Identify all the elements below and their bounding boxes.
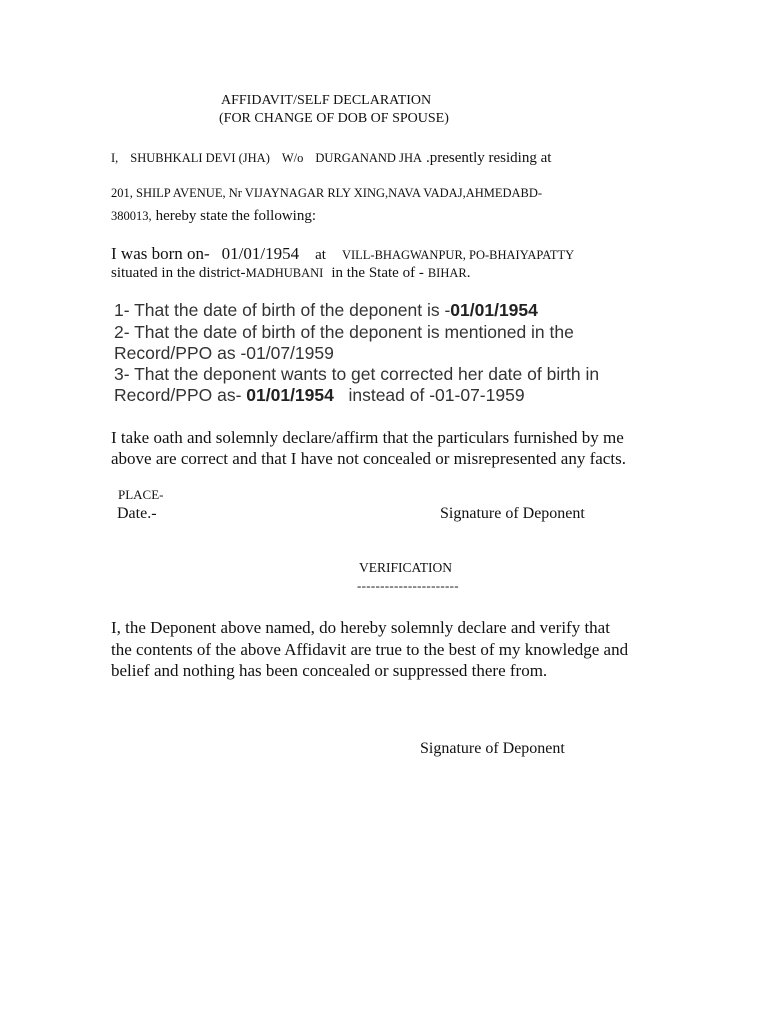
statement-text: hereby state the following: <box>155 208 316 224</box>
intro-line <box>111 149 551 167</box>
point-2-line-2: Record/PPO as -01/07/1959 <box>114 343 334 363</box>
verification-underline: ---------------------- <box>357 578 459 593</box>
point-3-date: 01/01/1954 <box>246 385 334 405</box>
birth-date: 01/01/1954 <box>221 244 300 263</box>
verification-line-2: the contents of the above Affidavit are true to the best of my knowledge and <box>111 640 629 659</box>
document-subtitle: (FOR CHANGE OF DOB OF SPOUSE) <box>219 111 449 126</box>
husband-name: DURGANAND JHA <box>315 151 423 165</box>
birth-state: BIHAR <box>427 266 467 280</box>
verification-heading: VERIFICATION <box>359 560 452 575</box>
address-line-1: 201, SHILP AVENUE, Nr VIJAYNAGAR RLY XING,NAVA VADAJ,AHMEDABD- <box>111 186 543 200</box>
intro-pronoun: I, <box>111 151 119 165</box>
point-1-text: 1- That the date of birth of the deponent is - <box>114 300 451 320</box>
date-label: Date.- <box>117 505 157 522</box>
point-1 <box>114 300 538 321</box>
deponent-name: SHUBHKALI DEVI (JHA) <box>130 151 270 165</box>
wife-of-label: W/o <box>281 151 304 165</box>
birth-line-1 <box>111 244 574 264</box>
point-3-line-2 <box>114 385 525 406</box>
point-3-line-1: 3- That the deponent wants to get corrected her date of birth in <box>114 364 600 384</box>
state-label: in the State of - <box>331 265 424 281</box>
birth-period: . <box>466 265 471 281</box>
point-3-suffix: instead of -01-07-1959 <box>348 385 525 405</box>
signature-line-1: Signature of Deponent <box>440 505 585 522</box>
point-3-prefix: Record/PPO as- <box>114 385 242 405</box>
residing-text: .presently residing at <box>426 150 552 166</box>
address-pin: 380013, <box>111 209 152 223</box>
verification-line-3: belief and nothing has been concealed or suppressed there from. <box>111 661 548 680</box>
document-title: AFFIDAVIT/SELF DECLARATION <box>221 93 432 108</box>
birth-village: VILL-BHAGWANPUR, PO-BHAIYAPATTY <box>341 248 575 262</box>
born-on-label: I was born on- <box>111 244 210 263</box>
place-label: PLACE- <box>118 487 164 502</box>
at-label: at <box>315 247 326 263</box>
signature-line-2: Signature of Deponent <box>420 740 565 757</box>
birth-district: MADHUBANI <box>245 266 324 280</box>
birth-line-2 <box>111 264 470 282</box>
point-2-line-1: 2- That the date of birth of the deponent is mentioned in the <box>114 322 574 342</box>
oath-line-2: above are correct and that I have not concealed or misrepresented any facts. <box>111 449 626 468</box>
situated-label: situated in the district- <box>111 265 246 281</box>
point-1-date: 01/01/1954 <box>450 300 538 320</box>
oath-line-1: I take oath and solemnly declare/affirm that the particulars furnished by me <box>111 428 624 447</box>
address-line-2 <box>111 207 316 225</box>
verification-line-1: I, the Deponent above named, do hereby solemnly declare and verify that <box>111 618 610 637</box>
